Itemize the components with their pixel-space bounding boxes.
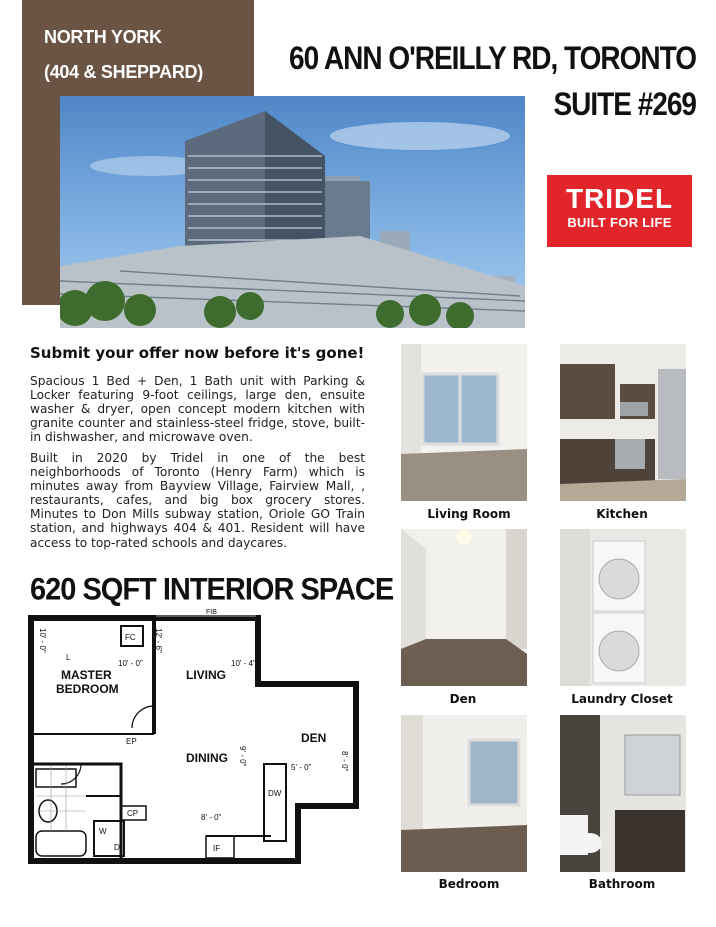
fp-label-master: MASTER: [61, 668, 112, 682]
fp-dim-den-h: 8' - 0": [340, 751, 349, 772]
fp-dim-living-h: 12' - 6": [154, 628, 163, 653]
fp-dim-master-w: 10' - 0": [118, 659, 143, 668]
fp-dim-den-w: 5' - 0": [291, 763, 312, 772]
fp-label-w: W: [99, 827, 107, 836]
fp-dim-living-w: 10' - 4": [231, 659, 256, 668]
fp-label-living: LIVING: [186, 668, 227, 682]
description-paragraph-2: Built in 2020 by Tridel in one of the best neighborhoods of Toronto (Henry Farm) which is minutes away from Bayview Village, Fairview Mall, , restaurants, cafes, and big box grocery stores. Minutes to Don Mills subway station, Oriole GO Train station, and highways 404 & 401. Resident will have access to top-rated schools and daycares.: [30, 451, 365, 550]
caption-living-room: Living Room: [427, 507, 511, 521]
caption-den: Den: [449, 692, 477, 706]
fp-label-ep: EP: [126, 737, 137, 746]
photo-bedroom: [401, 715, 527, 872]
tridel-logo: [547, 175, 692, 247]
photo-den: [401, 529, 527, 686]
address-street: 60 ANN O'REILLY RD, TORONTO: [289, 40, 696, 76]
fp-label-dw: DW: [268, 789, 282, 798]
location-line-1: NORTH YORK: [44, 27, 162, 47]
fp-label-bedroom: BEDROOM: [56, 682, 119, 696]
fp-label-if: IF: [213, 844, 221, 853]
tridel-logo-tagline: BUILT FOR LIFE: [567, 215, 672, 230]
fp-dim-dining-h: 9' - 0": [238, 746, 247, 767]
headline: Submit your offer now before it's gone!: [30, 344, 365, 362]
caption-bathroom: Bathroom: [588, 877, 656, 891]
photo-bathroom: [560, 715, 686, 872]
fp-label-cp: CP: [127, 809, 139, 818]
fp-dim-dining-w: 8' - 0": [201, 813, 222, 822]
fp-label-d: D: [114, 843, 120, 852]
caption-bedroom: Bedroom: [438, 877, 500, 891]
fp-dim-master-h: 10' - 0": [38, 628, 47, 653]
fp-label-den: DEN: [301, 731, 327, 745]
fp-label-fb: FIB: [206, 609, 217, 616]
tridel-logo-name: TRIDEL: [565, 183, 674, 214]
photo-laundry: [560, 529, 686, 686]
fp-label-dining: DINING: [186, 751, 228, 765]
location-line-2: (404 & SHEPPARD): [44, 62, 203, 82]
photo-living-room: [401, 344, 527, 501]
description-paragraph-1: Spacious 1 Bed + Den, 1 Bath unit with Parking & Locker featuring 9-foot ceilings, large den, ensuite washer & dryer, open concept modern kitchen with granite counter and stainless-steel fridge, stove, built-in dishwasher, and microwave oven.: [30, 374, 365, 445]
address-suite: SUITE #269: [553, 86, 696, 122]
floorplan: [26, 606, 366, 866]
caption-laundry-closet: Laundry Closet: [571, 692, 673, 706]
caption-kitchen: Kitchen: [596, 507, 648, 521]
floorplan-title: 620 SQFT INTERIOR SPACE: [30, 572, 394, 608]
photo-kitchen: [560, 344, 686, 501]
fp-label-fc: FC: [125, 633, 136, 642]
building-photo: [60, 96, 525, 328]
fp-label-l: L: [66, 653, 71, 662]
